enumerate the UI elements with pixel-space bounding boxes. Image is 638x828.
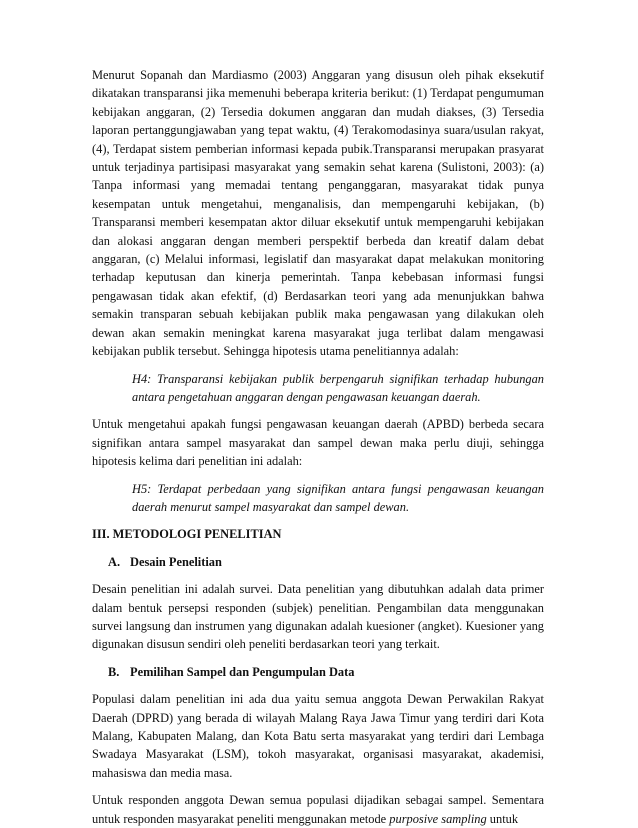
subheading-label: Pemilihan Sampel dan Pengumpulan Data <box>130 664 355 679</box>
subheading-research-design <box>108 553 544 571</box>
hypothesis-h5: H5: Terdapat perbedaan yang signifikan antara fungsi pengawasan keuangan daerah menurut sampel masyarakat dan sampel dewan. <box>132 481 544 514</box>
italic-term: purposive sampling <box>389 811 487 826</box>
hypothesis-h4: H4: Transparansi kebijakan publik berpengaruh signifikan terhadap hubungan antara pengetahuan anggaran dengan pengawasan keuangan daerah. <box>132 371 544 404</box>
spacer <box>92 654 544 663</box>
spacer <box>92 544 544 553</box>
paragraph-text: Untuk responden anggota Dewan semua populasi dijadikan sebagai sampel. Sementara untuk responden masyarakat peneliti menggunakan metode <box>92 793 544 826</box>
spacer <box>92 681 544 690</box>
spacer <box>92 516 544 525</box>
spacer <box>92 361 544 370</box>
spacer <box>92 471 544 480</box>
paragraph-research-design: Desain penelitian ini adalah survei. Data penelitian yang dibutuhkan adalah data primer dalam bentuk persepsi responden (subjek) penelitian. Pengambilan data menggunakan survei langsung dan instrumen yang digunakan adalah kuesioner (angket). Kuesioner yang digunakan disusun sendiri oleh peneliti berdasarkan teori yang terkait. <box>92 582 544 652</box>
subheading-number: B. <box>108 664 120 679</box>
spacer <box>92 406 544 415</box>
paragraph-respondents <box>92 791 544 828</box>
paragraph-apbd-test: Untuk mengetahui apakah fungsi pengawasan keuangan daerah (APBD) berbeda secara signifikan antara sampel masyarakat dan sampel dewan maka perlu diuji, sehingga hipotesis kelima dari penelitian ini adalah: <box>92 417 544 469</box>
subheading-number: A. <box>108 554 121 569</box>
paragraph-population: Populasi dalam penelitian ini ada dua yaitu semua anggota Dewan Perwakilan Rakyat Daerah (DPRD) yang berada di wilayah Malang Raya Jawa Timur yang terdiri dari Kota Malang, Kabupaten Malang, dan Kota Batu serta masyarakat yang terdiri dari Lembaga Swadaya Masyarakat (LSM), tokoh masyarakat, organisasi masyarakat, akademisi, mahasiswa dan media masa. <box>92 692 544 780</box>
paragraph-transparency-criteria: Menurut Sopanah dan Mardiasmo (2003) Anggaran yang disusun oleh pihak eksekutif dikatakan transparansi jika memenuhi beberapa kriteria berikut: (1) Terdapat pengumuman kebijakan anggaran, (2) Tersedia dokumen anggaran dan mudah diakses, (3) Tersedia laporan pertanggungjawaban yang tepat waktu, (4) Terakomodasinya suara/usulan rakyat, (4), Terdapat sistem pemberian informasi kepada pubik.Transparansi merupakan prasyarat untuk terjadinya partisipasi masyarakat yang semakin sehat karena (Sulistoni, 2003): (a) Tanpa informasi yang memadai tentang penganggaran, masyarakat tidak punya kesempatan untuk mengetahui, menganalisis, dan mempengaruhi kebijakan, (b) Transparansi memberi kesempatan aktor diluar eksekutif untuk mempengaruhi kebijakan dan alokasi anggaran dengan memberi perspektif berbeda dan kreatif dalam debat anggaran, (c) Melalui informasi, legislatif dan masyarakat dapat melakukan monitoring terhadap keputusan dan kinerja pemerintah. Tanpa kebebasan informasi fungsi pengawasan tidak akan efektif, (d) Berdasarkan teori yang ada menunjukkan bahwa semakin transparan sebuah kebijakan publik maka pengawasan yang dilakukan oleh dewan akan semakin meningkat karena masyarakat juga terlibat dalam mengawasi kebijakan publik tersebut. Sehingga hipotesis utama penelitiannya adalah: <box>92 68 544 359</box>
spacer <box>92 782 544 791</box>
paragraph-text: untuk <box>486 811 519 826</box>
subheading-label: Desain Penelitian <box>130 554 222 569</box>
document-page <box>92 66 544 828</box>
section-heading-methodology: III. METODOLOGI PENELITIAN <box>92 527 282 542</box>
subheading-sampling <box>108 663 544 681</box>
spacer <box>92 571 544 580</box>
